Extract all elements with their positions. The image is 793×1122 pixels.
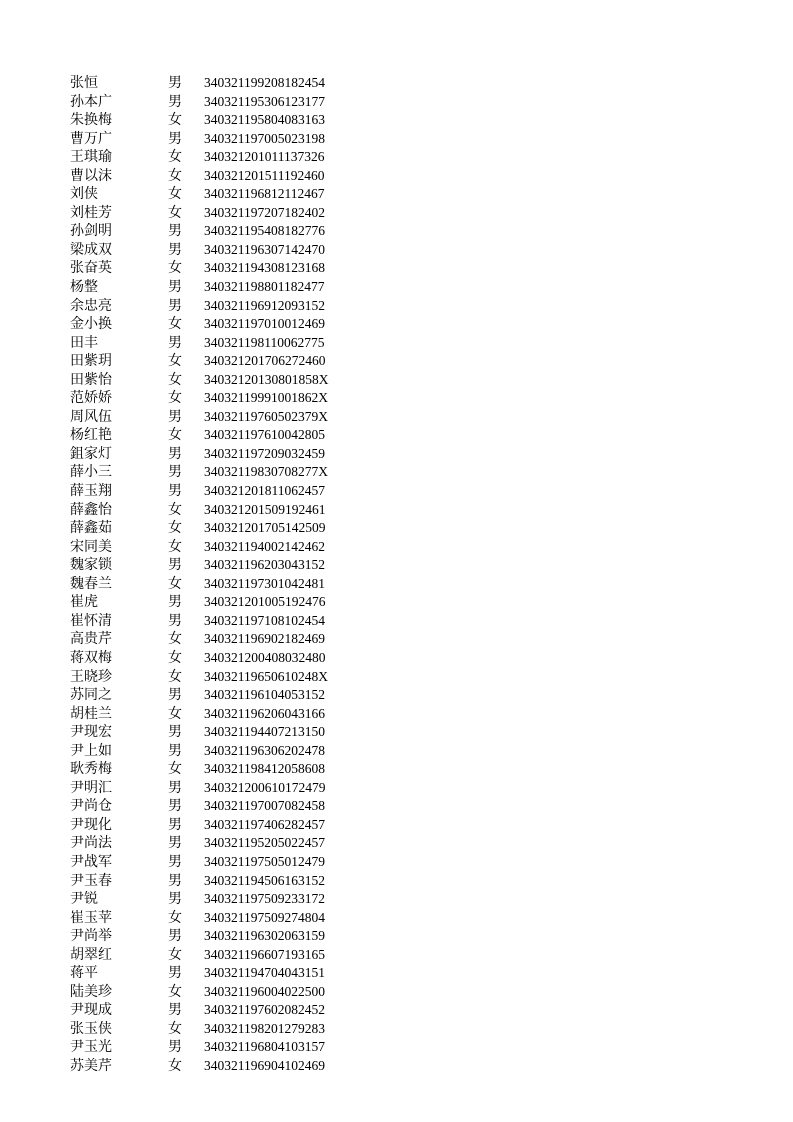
- name-cell: 崔虎: [70, 594, 98, 611]
- gender-cell: 男: [168, 928, 182, 945]
- table-row: [70, 816, 400, 835]
- name-cell: 蒋双梅: [70, 649, 112, 666]
- gender-cell: 女: [168, 649, 182, 666]
- gender-cell: 男: [168, 279, 182, 296]
- id-number-cell: 340321201509192461: [204, 501, 326, 517]
- gender-cell: 男: [168, 779, 182, 796]
- name-cell: 尹尚仓: [70, 798, 112, 815]
- table-row: [70, 148, 400, 167]
- table-row: [70, 779, 400, 798]
- table-row: [70, 1020, 400, 1039]
- table-row: [70, 463, 400, 482]
- gender-cell: 女: [168, 390, 182, 407]
- table-row: [70, 1057, 400, 1076]
- table-row: [70, 1001, 400, 1020]
- gender-cell: 女: [168, 112, 182, 129]
- name-cell: 蒋平: [70, 965, 98, 982]
- id-number-cell: 340321199208182454: [204, 75, 325, 90]
- table-row: [70, 501, 400, 520]
- table-row: [70, 482, 400, 501]
- name-cell: 余忠亮: [70, 297, 112, 314]
- id-number-cell: 340321195306123177: [204, 93, 325, 109]
- table-row: [70, 445, 400, 464]
- table-row: [70, 909, 400, 928]
- name-cell: 刘侠: [70, 186, 98, 203]
- name-cell: 张恒: [70, 75, 98, 91]
- gender-cell: 女: [168, 149, 182, 166]
- name-cell: 田紫玥: [70, 353, 112, 370]
- gender-cell: 男: [168, 334, 182, 351]
- id-number-cell: 340321197005023198: [204, 130, 325, 146]
- gender-cell: 男: [168, 464, 182, 481]
- gender-cell: 男: [168, 483, 182, 500]
- id-number-cell: 340321197509274804: [204, 909, 325, 925]
- name-cell: 崔怀清: [70, 612, 112, 629]
- name-cell: 杨红艳: [70, 427, 112, 444]
- gender-cell: 男: [168, 594, 182, 611]
- gender-cell: 男: [168, 891, 182, 908]
- gender-cell: 男: [168, 1002, 182, 1019]
- id-number-cell: 340321196607193165: [204, 946, 325, 962]
- name-cell: 尹明汇: [70, 779, 112, 796]
- name-cell: 胡翠红: [70, 946, 112, 963]
- gender-cell: 男: [168, 75, 182, 91]
- id-number-cell: 340321194308123168: [204, 260, 325, 276]
- id-number-cell: 340321197301042481: [204, 575, 325, 591]
- table-row: [70, 371, 400, 390]
- table-row: [70, 93, 400, 112]
- name-cell: 尹现成: [70, 1002, 112, 1019]
- name-cell: 鉏家灯: [70, 445, 112, 462]
- name-cell: 田紫怡: [70, 371, 112, 388]
- id-number-cell: 340321201011137326: [204, 149, 325, 165]
- name-cell: 崔玉苹: [70, 909, 112, 926]
- table-row: [70, 352, 400, 371]
- name-cell: 尹现化: [70, 816, 112, 833]
- person-table: [70, 74, 400, 1076]
- id-number-cell: 34032119650610248X: [204, 668, 328, 684]
- id-number-cell: 340321196203043152: [204, 557, 325, 573]
- name-cell: 尹尚举: [70, 928, 112, 945]
- table-row: [70, 890, 400, 909]
- name-cell: 耿秀梅: [70, 761, 112, 778]
- table-row: [70, 185, 400, 204]
- id-number-cell: 340321197108102454: [204, 612, 325, 628]
- name-cell: 杨整: [70, 279, 98, 296]
- gender-cell: 男: [168, 130, 182, 147]
- id-number-cell: 340321200610172479: [204, 779, 326, 795]
- id-number-cell: 340321196004022500: [204, 983, 325, 999]
- name-cell: 孙本广: [70, 93, 112, 110]
- gender-cell: 男: [168, 297, 182, 314]
- id-number-cell: 340321196104053152: [204, 687, 325, 703]
- table-row: [70, 315, 400, 334]
- table-row: [70, 130, 400, 149]
- gender-cell: 女: [168, 1057, 182, 1074]
- id-number-cell: 34032120130801858X: [204, 371, 329, 387]
- id-number-cell: 340321196302063159: [204, 928, 325, 944]
- name-cell: 金小换: [70, 316, 112, 333]
- table-row: [70, 723, 400, 742]
- id-number-cell: 340321197406282457: [204, 816, 325, 832]
- name-cell: 陆美珍: [70, 983, 112, 1000]
- table-row: [70, 612, 400, 631]
- id-number-cell: 340321196306202478: [204, 742, 325, 758]
- gender-cell: 女: [168, 427, 182, 444]
- gender-cell: 男: [168, 724, 182, 741]
- id-number-cell: 340321198201279283: [204, 1020, 325, 1036]
- name-cell: 梁成双: [70, 241, 112, 258]
- name-cell: 曹以沫: [70, 167, 112, 184]
- id-number-cell: 340321198412058608: [204, 761, 325, 777]
- name-cell: 苏同之: [70, 687, 112, 704]
- table-row: [70, 519, 400, 538]
- name-cell: 尹玉春: [70, 872, 112, 889]
- gender-cell: 女: [168, 204, 182, 221]
- gender-cell: 男: [168, 408, 182, 425]
- gender-cell: 女: [168, 705, 182, 722]
- gender-cell: 男: [168, 1039, 182, 1056]
- gender-cell: 女: [168, 983, 182, 1000]
- gender-cell: 男: [168, 816, 182, 833]
- name-cell: 魏家锁: [70, 557, 112, 574]
- gender-cell: 男: [168, 742, 182, 759]
- table-row: [70, 204, 400, 223]
- id-number-cell: 340321198801182477: [204, 279, 325, 295]
- gender-cell: 女: [168, 316, 182, 333]
- id-number-cell: 340321201706272460: [204, 353, 326, 369]
- table-row: [70, 111, 400, 130]
- gender-cell: 男: [168, 965, 182, 982]
- id-number-cell: 340321197007082458: [204, 798, 325, 814]
- name-cell: 尹上如: [70, 742, 112, 759]
- name-cell: 刘桂芳: [70, 204, 112, 221]
- table-row: [70, 834, 400, 853]
- gender-cell: 女: [168, 909, 182, 926]
- id-number-cell: 340321201511192460: [204, 167, 325, 183]
- id-number-cell: 340321197509233172: [204, 891, 325, 907]
- gender-cell: 男: [168, 687, 182, 704]
- table-row: [70, 167, 400, 186]
- id-number-cell: 34032119830708277X: [204, 464, 328, 480]
- name-cell: 薛鑫怡: [70, 501, 112, 518]
- id-number-cell: 340321201811062457: [204, 483, 325, 499]
- table-row: [70, 853, 400, 872]
- table-row: [70, 297, 400, 316]
- name-cell: 苏美芹: [70, 1057, 112, 1074]
- id-number-cell: 340321197010012469: [204, 316, 325, 332]
- id-number-cell: 340321194407213150: [204, 724, 325, 740]
- gender-cell: 男: [168, 835, 182, 852]
- gender-cell: 男: [168, 557, 182, 574]
- gender-cell: 女: [168, 353, 182, 370]
- id-number-cell: 340321197602082452: [204, 1002, 325, 1018]
- id-number-cell: 340321194506163152: [204, 872, 325, 888]
- id-number-cell: 340321196902182469: [204, 631, 325, 647]
- name-cell: 范娇娇: [70, 390, 112, 407]
- name-cell: 尹锐: [70, 891, 98, 908]
- id-number-cell: 340321197505012479: [204, 853, 325, 869]
- table-row: [70, 983, 400, 1002]
- id-number-cell: 340321196912093152: [204, 297, 325, 313]
- name-cell: 周风伍: [70, 408, 112, 425]
- gender-cell: 女: [168, 520, 182, 537]
- gender-cell: 女: [168, 186, 182, 203]
- gender-cell: 女: [168, 501, 182, 518]
- name-cell: 孙剑明: [70, 223, 112, 240]
- gender-cell: 女: [168, 167, 182, 184]
- id-number-cell: 340321201705142509: [204, 520, 326, 536]
- table-row: [70, 426, 400, 445]
- table-row: [70, 705, 400, 724]
- name-cell: 尹玉光: [70, 1039, 112, 1056]
- id-number-cell: 340321195408182776: [204, 223, 325, 239]
- gender-cell: 男: [168, 853, 182, 870]
- table-row: [70, 593, 400, 612]
- id-number-cell: 340321196206043166: [204, 705, 325, 721]
- gender-cell: 女: [168, 538, 182, 555]
- name-cell: 朱换梅: [70, 112, 112, 129]
- table-row: [70, 278, 400, 297]
- table-row: [70, 74, 400, 93]
- gender-cell: 女: [168, 575, 182, 592]
- table-row: [70, 964, 400, 983]
- id-number-cell: 340321194002142462: [204, 538, 325, 554]
- table-row: [70, 946, 400, 965]
- gender-cell: 男: [168, 872, 182, 889]
- id-number-cell: 340321197610042805: [204, 427, 325, 443]
- gender-cell: 男: [168, 798, 182, 815]
- gender-cell: 男: [168, 612, 182, 629]
- table-row: [70, 630, 400, 649]
- table-row: [70, 575, 400, 594]
- id-number-cell: 340321194704043151: [204, 965, 325, 981]
- id-number-cell: 340321197209032459: [204, 445, 325, 461]
- name-cell: 尹现宏: [70, 724, 112, 741]
- gender-cell: 男: [168, 445, 182, 462]
- table-row: [70, 1038, 400, 1057]
- id-number-cell: 340321196904102469: [204, 1057, 325, 1073]
- id-number-cell: 340321195205022457: [204, 835, 325, 851]
- gender-cell: 女: [168, 668, 182, 685]
- table-row: [70, 389, 400, 408]
- name-cell: 曹万广: [70, 130, 112, 147]
- gender-cell: 女: [168, 1020, 182, 1037]
- table-row: [70, 927, 400, 946]
- id-number-cell: 34032119991001862X: [204, 390, 328, 406]
- gender-cell: 女: [168, 371, 182, 388]
- table-row: [70, 241, 400, 260]
- table-row: [70, 686, 400, 705]
- name-cell: 王晓珍: [70, 668, 112, 685]
- table-row: [70, 760, 400, 779]
- table-row: [70, 556, 400, 575]
- name-cell: 高贵芹: [70, 631, 112, 648]
- id-number-cell: 340321196812112467: [204, 186, 325, 202]
- gender-cell: 男: [168, 241, 182, 258]
- id-number-cell: 340321195804083163: [204, 112, 325, 128]
- name-cell: 胡桂兰: [70, 705, 112, 722]
- table-row: [70, 408, 400, 427]
- name-cell: 薛小三: [70, 464, 112, 481]
- name-cell: 张奋英: [70, 260, 112, 277]
- name-cell: 薛玉翔: [70, 483, 112, 500]
- id-number-cell: 340321198110062775: [204, 334, 325, 350]
- name-cell: 宋同美: [70, 538, 112, 555]
- gender-cell: 女: [168, 946, 182, 963]
- table-row: [70, 538, 400, 557]
- gender-cell: 女: [168, 260, 182, 277]
- table-row: [70, 259, 400, 278]
- id-number-cell: 340321201005192476: [204, 594, 326, 610]
- table-row: [70, 797, 400, 816]
- gender-cell: 女: [168, 631, 182, 648]
- name-cell: 田丰: [70, 334, 98, 351]
- table-row: [70, 334, 400, 353]
- gender-cell: 男: [168, 93, 182, 110]
- gender-cell: 女: [168, 761, 182, 778]
- table-row: [70, 222, 400, 241]
- id-number-cell: 340321196307142470: [204, 241, 325, 257]
- id-number-cell: 340321200408032480: [204, 649, 326, 665]
- table-row: [70, 872, 400, 891]
- id-number-cell: 340321197207182402: [204, 204, 325, 220]
- name-cell: 薛鑫茹: [70, 520, 112, 537]
- id-number-cell: 340321196804103157: [204, 1039, 325, 1055]
- name-cell: 魏春兰: [70, 575, 112, 592]
- name-cell: 王琪瑜: [70, 149, 112, 166]
- table-row: [70, 742, 400, 761]
- table-row: [70, 668, 400, 687]
- name-cell: 尹尚法: [70, 835, 112, 852]
- name-cell: 张玉侠: [70, 1020, 112, 1037]
- name-cell: 尹战军: [70, 853, 112, 870]
- gender-cell: 男: [168, 223, 182, 240]
- id-number-cell: 34032119760502379X: [204, 408, 328, 424]
- table-row: [70, 649, 400, 668]
